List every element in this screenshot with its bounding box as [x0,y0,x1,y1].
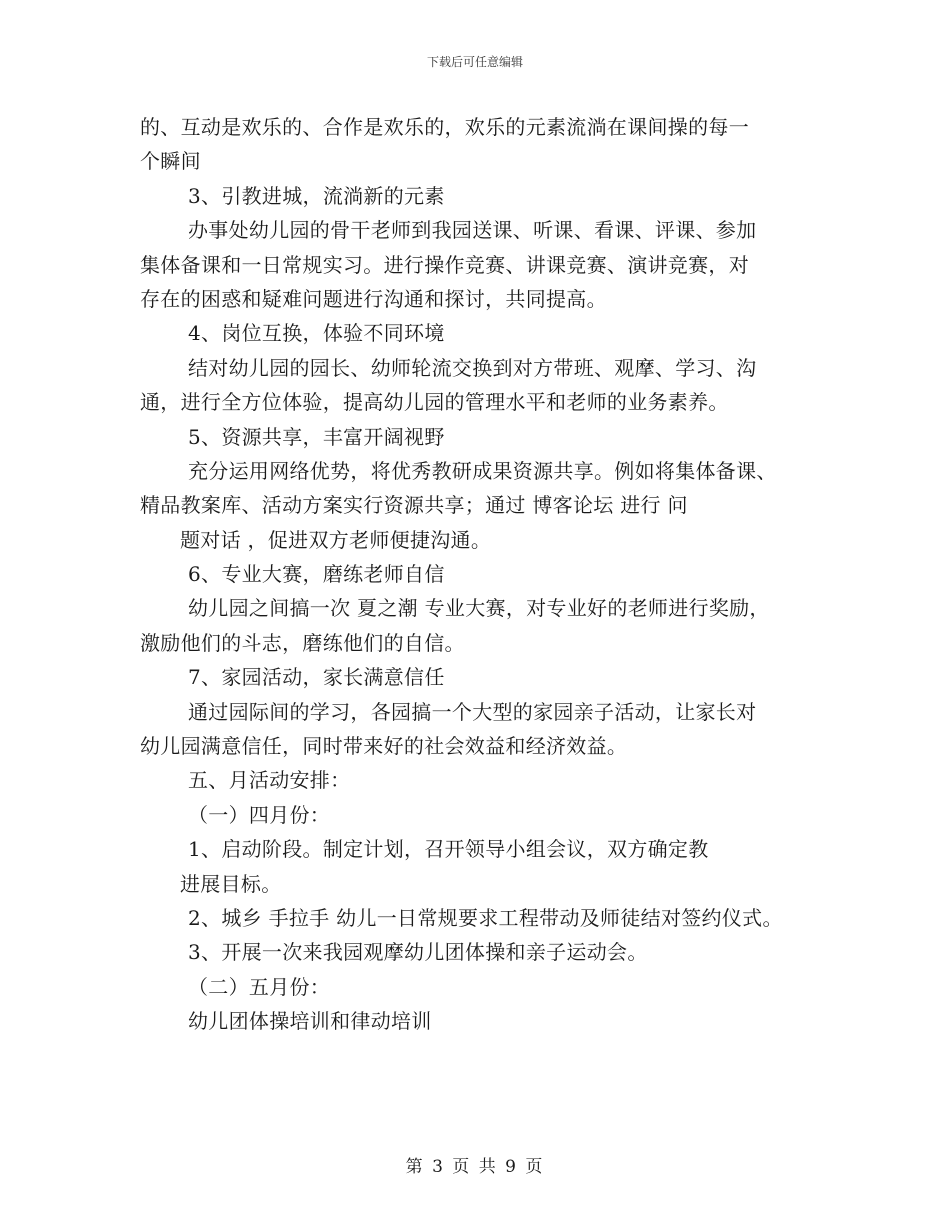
subsection-heading: （二）五月份： [188,974,331,999]
section-heading: 7、家园活动，家长满意信任 [188,665,445,690]
body-line: 精品教案库、活动方案实行资源共享；通过 博客论坛 进行 问 [140,493,688,518]
body-line: 通过园际间的学习，各园搞一个大型的家园亲子活动，让家长对 [188,699,757,724]
body-line: 3、开展一次来我园观摩幼儿团体操和亲子运动会。 [188,940,648,965]
body-line: 的、互动是欢乐的、合作是欢乐的，欢乐的元素流淌在课间操的每一 [140,115,749,139]
body-line: 存在的困惑和疑难问题进行沟通和探讨，共同提高。 [140,286,607,311]
section-heading: 五、月活动安排： [188,768,351,793]
body-line: 幼儿团体操培训和律动培训 [188,1009,432,1034]
body-line: 激励他们的斗志，磨练他们的自信。 [140,630,465,655]
page-number: 第 3 页 共 9 页 [405,1157,545,1177]
body-line: 集体备课和一日常规实习。进行操作竞赛、讲课竞赛、演讲竞赛，对 [140,252,749,277]
section-heading: 6、专业大赛，磨练老师自信 [188,562,445,587]
body-line: 2、城乡 手拉手 幼儿一日常规要求工程带动及师徒结对签约仪式。 [188,905,783,930]
document-body [140,110,830,1039]
body-line: 办事处幼儿园的骨干老师到我园送课、听课、看课、评课、参加 [188,218,757,243]
section-heading: 4、岗位互换，体验不同环境 [188,321,445,346]
body-line: 1、启动阶段。制定计划，召开领导小组会议，双方确定教 [188,837,709,862]
body-line: 幼儿园之间搞一次 夏之潮 专业大赛，对专业好的老师进行奖励， [188,596,770,621]
body-line: 幼儿园满意信任，同时带来好的社会效益和经济效益。 [140,734,628,759]
section-heading: 3、引教进城，流淌新的元素 [188,183,445,208]
page-header: 下载后可任意编辑 [426,55,523,69]
body-line: 进展目标。 [180,871,282,896]
body-line: 个瞬间 [140,149,201,174]
body-line: 通，进行全方位体验，提高幼儿园的管理水平和老师的业务素养。 [140,390,729,415]
body-line: 结对幼儿园的园长、幼师轮流交换到对方带班、观摩、学习、沟 [188,355,757,380]
body-line: 题对话 ，促进双方老师便捷沟通。 [180,527,492,552]
body-line: 充分运用网络优势，将优秀教研成果资源共享。例如将集体备课、 [188,458,777,483]
section-heading: 5、资源共享，丰富开阔视野 [188,424,445,449]
subsection-heading: （一）四月份： [188,802,331,827]
